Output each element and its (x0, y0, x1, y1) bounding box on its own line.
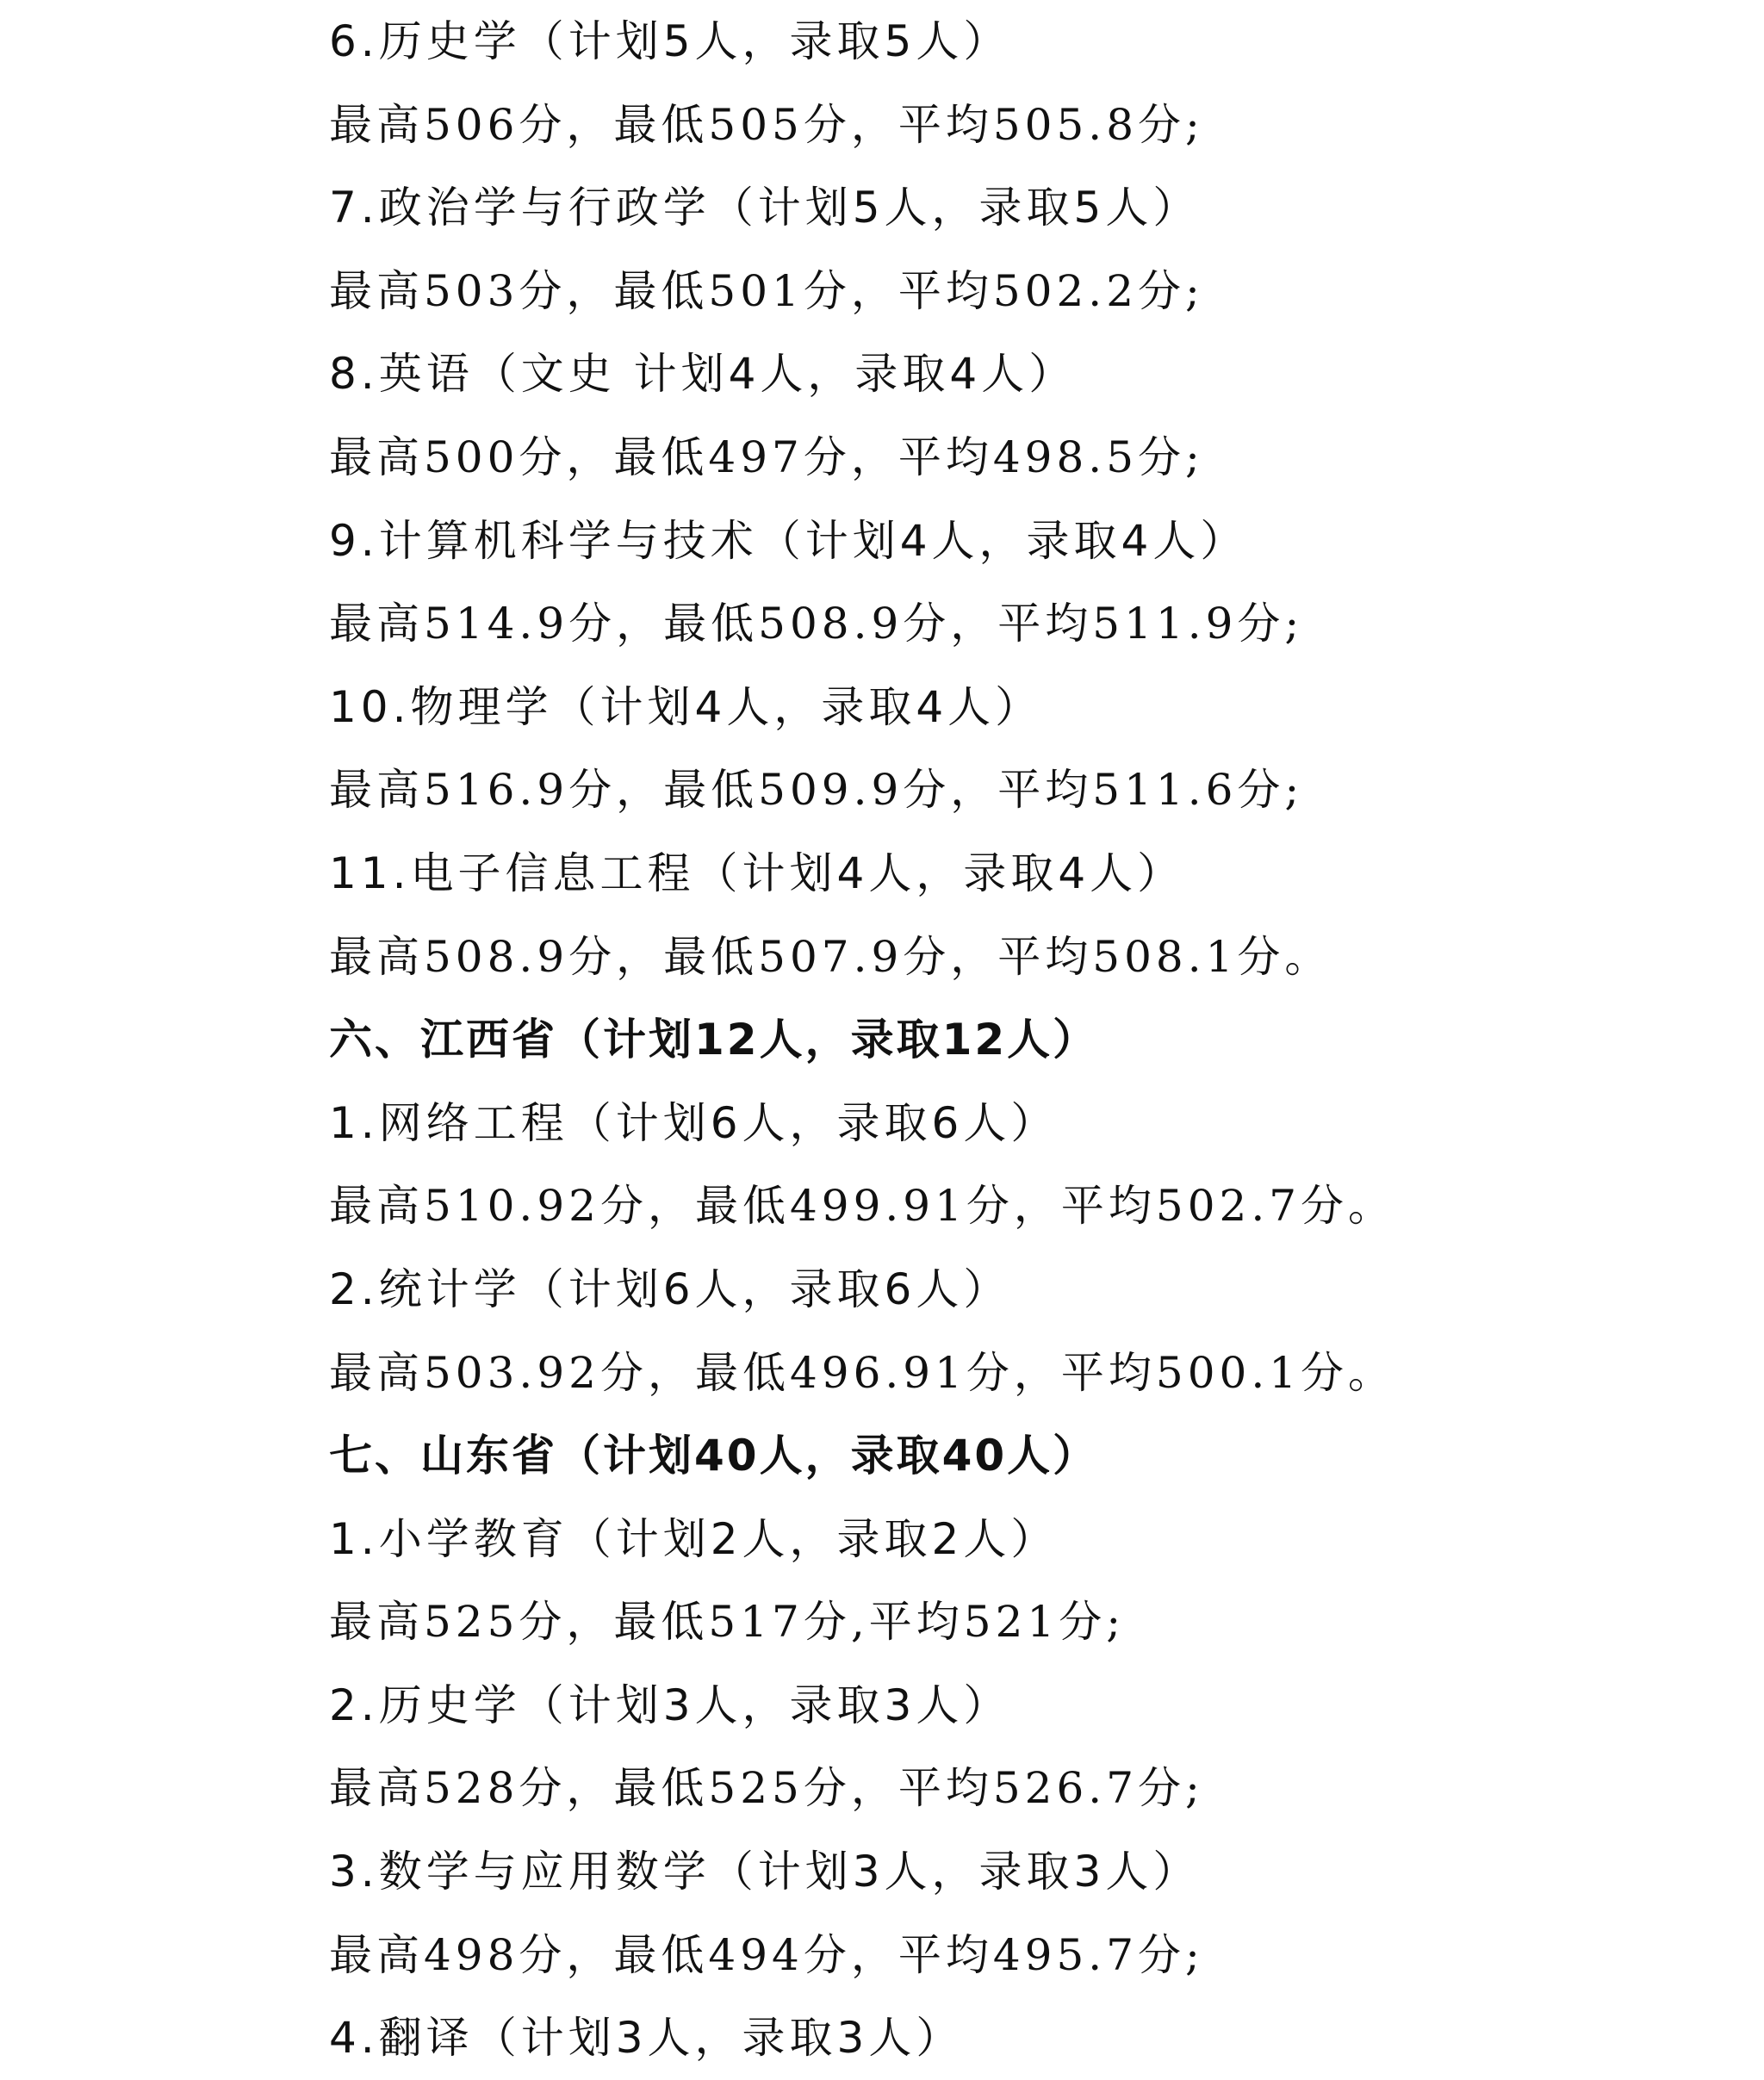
major-line: 2.统计学（计划6人，录取6人） (329, 1264, 1011, 1314)
score-line: 最高498分，最低494分，平均495.7分; (329, 1929, 1204, 1980)
major-line: 10.物理学（计划4人，录取4人） (329, 681, 1043, 732)
province-heading: 六、江西省（计划12人，录取12人） (329, 1015, 1099, 1065)
score-line: 最高506分，最低505分，平均505.8分; (329, 99, 1204, 150)
document-body (329, 0, 1724, 2080)
major-line: 7.政治学与行政学（计划5人，录取5人） (329, 183, 1201, 233)
score-line: 最高510.92分，最低499.91分，平均502.7分。 (329, 1181, 1396, 1232)
score-line: 最高525分，最低517分,平均521分; (329, 1597, 1126, 1648)
score-line: 最高516.9分，最低509.9分，平均511.6分; (329, 765, 1304, 816)
score-line: 最高500分，最低497分，平均498.5分; (329, 432, 1204, 482)
major-line: 11.电子信息工程（计划4人，录取4人） (329, 848, 1185, 898)
score-line: 最高514.9分，最低508.9分，平均511.9分; (329, 599, 1304, 649)
major-line: 2.历史学（计划3人，录取3人） (329, 1680, 1011, 1730)
major-line: 9.计算机科学与技术（计划4人，录取4人） (329, 515, 1248, 566)
major-line: 6.历史学（计划5人，录取5人） (329, 16, 1011, 66)
major-line: 1.小学教育（计划2人，录取2人） (329, 1513, 1059, 1564)
score-line: 最高503.92分，最低496.91分，平均500.1分。 (329, 1347, 1396, 1398)
major-line: 8.英语（文史 计划4人，录取4人） (329, 349, 1077, 400)
major-line: 1.网络工程（计划6人，录取6人） (329, 1097, 1059, 1148)
score-line: 最高528分，最低525分，平均526.7分; (329, 1763, 1204, 1814)
major-line: 4.翻译（计划3人，录取3人） (329, 2013, 964, 2064)
major-line: 3.数学与应用数学（计划3人，录取3人） (329, 1847, 1201, 1897)
score-line: 最高503分，最低501分，平均502.2分; (329, 265, 1204, 316)
province-heading: 七、山东省（计划40人，录取40人） (329, 1431, 1099, 1481)
score-line: 最高508.9分，最低507.9分，平均508.1分。 (329, 931, 1332, 982)
